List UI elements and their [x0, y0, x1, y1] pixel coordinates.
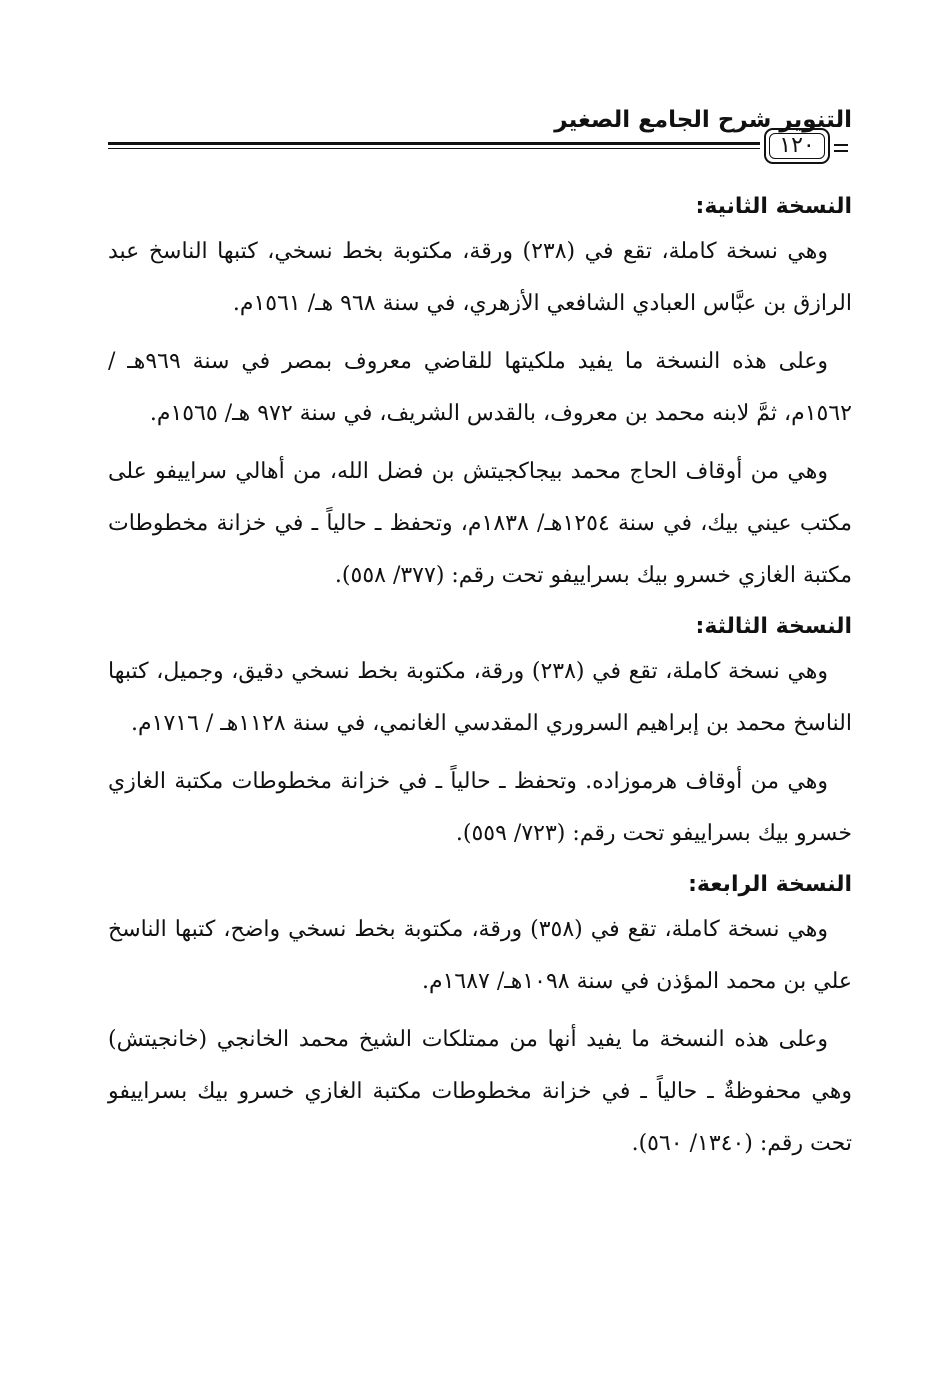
section-heading: النسخة الثالثة: [695, 614, 852, 639]
paragraph: وهي نسخة كاملة، تقع في (٢٣٨) ورقة، مكتوبة بخط نسخي دقيق، وجميل، كتبها الناسخ محمد بن إبراهيم السروري المقدسي الغانمي، في سنة ١١٢٨هـ / ١٧١٦م. [108, 659, 852, 736]
paragraph: وهي نسخة كاملة، تقع في (٣٥٨) ورقة، مكتوبة بخط نسخي واضح، كتبها الناسخ علي بن محمد المؤذن في سنة ١٠٩٨هـ/ ١٦٨٧م. [108, 917, 852, 994]
page-number: ١٢٠ [764, 128, 830, 164]
page-header [108, 98, 852, 176]
book-title: التنوير شرح الجامع الصغير [554, 107, 852, 133]
paragraph: وهي نسخة كاملة، تقع في (٢٣٨) ورقة، مكتوبة بخط نسخي، كتبها الناسخ عبد الرازق بن عبَّاس العبادي الشافعي الأزهري، في سنة ٩٦٨ هـ/ ١٥٦١م. [108, 239, 852, 316]
header-rule [108, 142, 760, 145]
section-second-copy [108, 188, 852, 602]
paragraph: وهي من أوقاف الحاج محمد بيجاكجيتش بن فضل الله، من أهالي سراييفو على مكتب عيني بيك، في سنة ١٢٥٤هـ/ ١٨٣٨م، وتحفظ ـ حالياً ـ في خزانة مخطوطات مكتبة الغازي خسرو بيك بسراييفو تحت رقم: (٣٧٧/ ٥٥٨). [108, 459, 852, 588]
section-heading: النسخة الثانية: [695, 194, 852, 219]
page-body [108, 188, 852, 1176]
paragraph: وعلى هذه النسخة ما يفيد أنها من ممتلكات الشيخ محمد الخانجي (خانجيتش) وهي محفوظةٌ ـ حالياً ـ في خزانة مخطوطات مكتبة الغازي خسرو بيك بسراييفو تحت رقم: (١٣٤٠/ ٥٦٠). [108, 1027, 852, 1156]
paragraph: وهي من أوقاف هرموزاده. وتحفظ ـ حالياً ـ في خزانة مخطوطات مكتبة الغازي خسرو بيك بسراييفو تحت رقم: (٧٢٣/ ٥٥٩). [108, 769, 852, 846]
section-fourth-copy [108, 866, 852, 1170]
section-third-copy [108, 608, 852, 860]
header-rule-thin [108, 148, 760, 149]
section-heading: النسخة الرابعة: [688, 872, 852, 897]
paragraph: وعلى هذه النسخة ما يفيد ملكيتها للقاضي معروف بمصر في سنة ٩٦٩هـ / ١٥٦٢م، ثمَّ لابنه محمد بن معروف، بالقدس الشريف، في سنة ٩٧٢ هـ/ ١٥٦٥م. [108, 349, 852, 426]
header-edge-mark [834, 144, 848, 152]
